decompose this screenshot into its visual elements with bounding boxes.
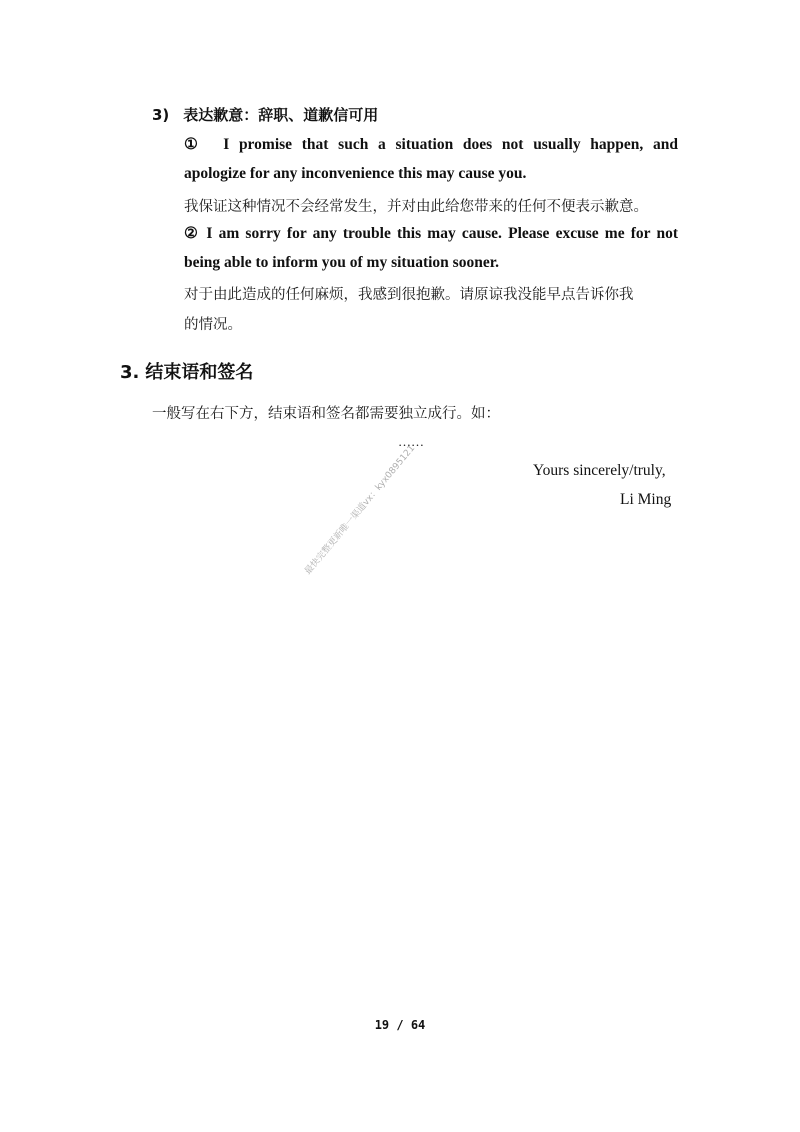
example-1-english-line-2: apologize for any inconvenience this may cause you. (184, 165, 527, 182)
example-1-chinese-translation: 我保证这种情况不会经常发生，并对由此给您带来的任何不便表示歉意。 (184, 199, 648, 215)
signature: Li Ming (620, 491, 672, 508)
section-heading (120, 358, 253, 384)
watermark-text: 最快完整更新唯一渠道vx：kyx0895121 (303, 443, 418, 577)
page-number: 19 / 64 (374, 1018, 426, 1032)
example-2-english-line-2: being able to inform you of my situation sooner. (184, 254, 500, 271)
subsection-number: 3) (152, 106, 170, 124)
section-title: 结束语和签名 (145, 362, 254, 383)
closing-phrase: Yours sincerely/truly, (533, 462, 666, 479)
ellipsis: …… (398, 434, 424, 449)
example-2-marker: ② (184, 225, 201, 242)
subsection-heading (152, 104, 378, 125)
example-1-marker: ① (184, 136, 204, 153)
subsection-title: 表达歉意：辞职、道歉信可用 (183, 106, 379, 124)
section-number: 3. (120, 362, 140, 383)
example-2-chinese-translation-line-2: 的情况。 (184, 317, 242, 333)
example-2-chinese-translation-line-1: 对于由此造成的任何麻烦，我感到很抱歉。请原谅我没能早点告诉你我 (184, 287, 634, 303)
example-2-english-line-1: ② I am sorry for any trouble this may cause. Please excuse me for not (184, 225, 678, 242)
example-1-english-line-1: ① I promise that such a situation does not usually happen, and (184, 136, 678, 153)
section-body-text: 一般写在右下方，结束语和签名都需要独立成行。如： (152, 406, 500, 422)
